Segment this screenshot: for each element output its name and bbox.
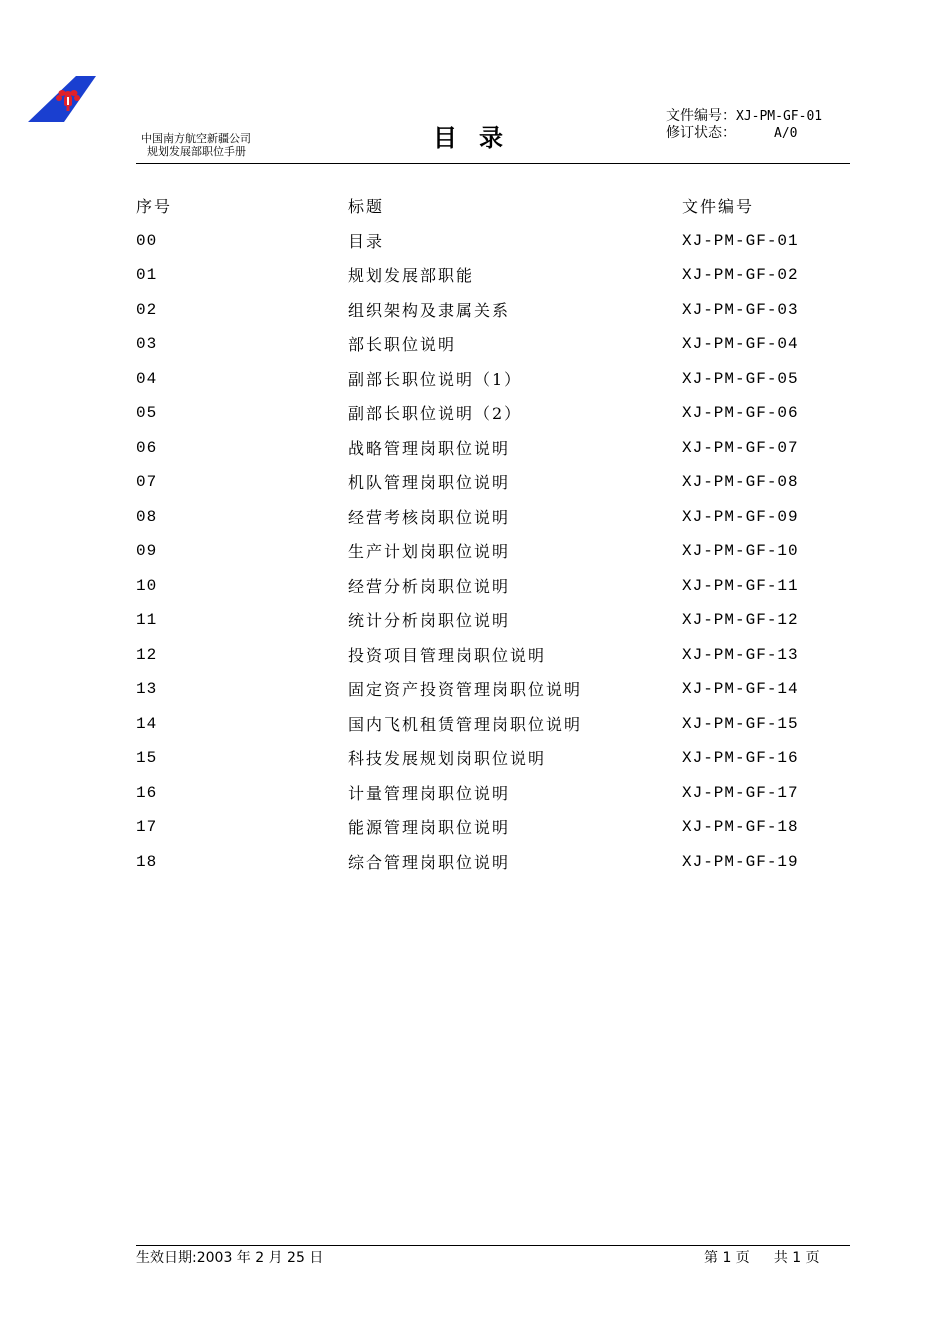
toc-seq: 14	[136, 714, 158, 733]
toc-doc-no: XJ-PM-GF-12	[682, 611, 799, 629]
toc-seq: 00	[136, 231, 158, 250]
company-name	[141, 132, 251, 158]
toc-title: 部长职位说明	[348, 335, 457, 354]
toc-title: 国内飞机租赁管理岗职位说明	[348, 714, 583, 734]
toc-row	[136, 331, 850, 366]
toc-doc-no: XJ-PM-GF-09	[682, 507, 799, 526]
toc-row	[136, 400, 850, 435]
toc-doc-no: XJ-PM-GF-03	[682, 300, 799, 319]
toc-title: 机队管理岗职位说明	[348, 473, 511, 492]
toc-seq: 16	[136, 783, 158, 802]
toc-seq: 10	[136, 576, 158, 595]
toc-seq: 05	[136, 404, 158, 422]
toc-title: 统计分析岗职位说明	[348, 611, 511, 630]
doc-no-label: 文件编号：	[666, 108, 736, 124]
toc-title: 组织架构及隶属关系	[348, 300, 511, 320]
toc-doc-no: XJ-PM-GF-17	[682, 783, 799, 802]
toc-rows	[136, 228, 850, 884]
toc-doc-no: XJ-PM-GF-16	[682, 749, 799, 767]
document-info	[666, 108, 822, 142]
toc-seq: 18	[136, 852, 158, 871]
toc-title: 计量管理岗职位说明	[348, 783, 511, 803]
toc-table	[136, 193, 850, 883]
toc-row	[136, 469, 850, 504]
toc-seq: 15	[136, 749, 158, 767]
toc-title: 目录	[348, 231, 385, 251]
toc-row	[136, 780, 850, 815]
toc-title: 经营考核岗职位说明	[348, 507, 511, 527]
toc-seq: 13	[136, 680, 158, 698]
toc-seq: 08	[136, 507, 158, 526]
toc-doc-no: XJ-PM-GF-06	[682, 404, 799, 422]
toc-doc-no: XJ-PM-GF-05	[682, 369, 799, 388]
toc-row	[136, 607, 850, 642]
toc-doc-no: XJ-PM-GF-18	[682, 818, 799, 836]
col-header-seq: 序号	[136, 197, 173, 216]
toc-row	[136, 262, 850, 297]
toc-row	[136, 366, 850, 401]
header-divider	[136, 163, 850, 164]
doc-no-value: XJ-PM-GF-01	[736, 109, 823, 124]
toc-title: 副部长职位说明（2）	[348, 404, 523, 423]
toc-seq: 03	[136, 335, 158, 353]
toc-row	[136, 573, 850, 608]
page-number	[704, 1247, 820, 1267]
toc-row	[136, 538, 850, 573]
toc-title: 生产计划岗职位说明	[348, 542, 511, 561]
toc-title: 副部长职位说明（1）	[348, 369, 523, 389]
toc-row	[136, 711, 850, 746]
toc-row	[136, 228, 850, 263]
col-header-doc: 文件编号	[682, 197, 755, 216]
toc-row	[136, 745, 850, 780]
toc-seq: 07	[136, 473, 158, 491]
toc-seq: 12	[136, 645, 158, 664]
toc-seq: 11	[136, 611, 158, 629]
toc-doc-no: XJ-PM-GF-11	[682, 576, 799, 595]
toc-row	[136, 504, 850, 539]
toc-row	[136, 297, 850, 332]
page-current: 第 1 页	[704, 1250, 750, 1266]
toc-doc-no: XJ-PM-GF-13	[682, 645, 799, 664]
toc-title: 能源管理岗职位说明	[348, 818, 511, 837]
revision-value: A/0	[774, 126, 798, 141]
toc-seq: 02	[136, 300, 158, 319]
effective-date: 生效日期:2003 年 2 月 25 日	[136, 1250, 324, 1266]
toc-seq: 06	[136, 438, 158, 457]
toc-doc-no: XJ-PM-GF-14	[682, 680, 799, 698]
toc-doc-no: XJ-PM-GF-01	[682, 231, 799, 250]
toc-doc-no: XJ-PM-GF-19	[682, 852, 799, 871]
toc-row	[136, 676, 850, 711]
toc-seq: 17	[136, 818, 158, 836]
page-total: 共 1 页	[773, 1250, 820, 1266]
toc-doc-no: XJ-PM-GF-10	[682, 542, 799, 560]
company-line-1: 中国南方航空新疆公司	[141, 132, 251, 145]
toc-row	[136, 814, 850, 849]
toc-doc-no: XJ-PM-GF-07	[682, 438, 799, 457]
toc-seq: 09	[136, 542, 158, 560]
toc-title: 经营分析岗职位说明	[348, 576, 511, 596]
toc-row	[136, 849, 850, 884]
page-title: 目录	[433, 124, 525, 152]
toc-title: 战略管理岗职位说明	[348, 438, 511, 458]
col-header-title: 标题	[348, 197, 385, 216]
airline-logo-icon	[28, 76, 96, 124]
toc-seq: 01	[136, 266, 158, 284]
toc-row	[136, 642, 850, 677]
revision-label: 修订状态：	[666, 125, 736, 141]
toc-doc-no: XJ-PM-GF-04	[682, 335, 799, 353]
footer-divider	[136, 1245, 850, 1246]
toc-seq: 04	[136, 369, 158, 388]
toc-title: 固定资产投资管理岗职位说明	[348, 680, 583, 699]
toc-row	[136, 435, 850, 470]
company-line-2: 规划发展部职位手册	[147, 145, 246, 158]
toc-title: 综合管理岗职位说明	[348, 852, 511, 872]
toc-header-row	[136, 193, 850, 228]
toc-title: 规划发展部职能	[348, 266, 475, 285]
toc-title: 科技发展规划岗职位说明	[348, 749, 547, 768]
toc-doc-no: XJ-PM-GF-15	[682, 714, 799, 733]
toc-doc-no: XJ-PM-GF-02	[682, 266, 799, 284]
toc-doc-no: XJ-PM-GF-08	[682, 473, 799, 491]
toc-title: 投资项目管理岗职位说明	[348, 645, 547, 665]
